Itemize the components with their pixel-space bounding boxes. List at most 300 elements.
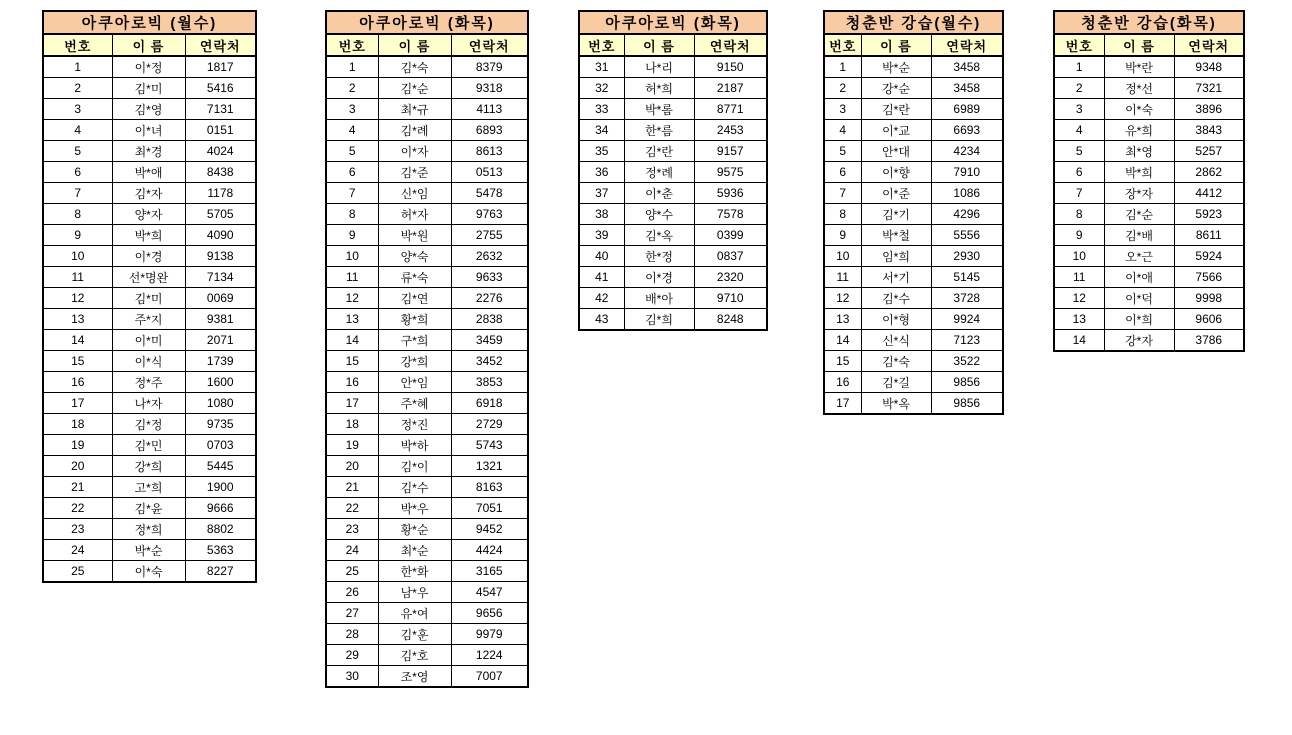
cell-contact: 7007 — [451, 666, 528, 688]
cell-contact: 3522 — [931, 351, 1003, 372]
cell-name: 이*춘 — [624, 183, 694, 204]
table-row — [824, 372, 1003, 393]
table-row — [579, 204, 767, 225]
cell-name: 최*경 — [112, 141, 185, 162]
cell-number: 5 — [326, 141, 378, 162]
table-row — [326, 561, 528, 582]
cell-contact: 5705 — [185, 204, 256, 225]
cell-number: 41 — [579, 267, 624, 288]
cell-number: 14 — [326, 330, 378, 351]
table-row — [824, 267, 1003, 288]
cell-name: 정*희 — [112, 519, 185, 540]
col-header-number: 번호 — [326, 34, 378, 56]
cell-number: 16 — [326, 372, 378, 393]
table-row — [43, 267, 256, 288]
col-header-name: 이 름 — [378, 34, 451, 56]
cell-name: 고*희 — [112, 477, 185, 498]
cell-name: 박*하 — [378, 435, 451, 456]
cell-name: 선*명완 — [112, 267, 185, 288]
cell-contact: 5556 — [931, 225, 1003, 246]
table-title: 아쿠아로빅 (화목) — [326, 11, 528, 34]
column-header-row — [824, 34, 1003, 56]
table-row — [326, 540, 528, 561]
cell-name: 이*형 — [861, 309, 931, 330]
cell-number: 1 — [43, 56, 112, 78]
cell-name: 이*향 — [861, 162, 931, 183]
table-row — [326, 456, 528, 477]
cell-number: 39 — [579, 225, 624, 246]
cell-number: 23 — [326, 519, 378, 540]
col-header-contact: 연락처 — [185, 34, 256, 56]
cell-contact: 2320 — [694, 267, 767, 288]
cell-contact: 6989 — [931, 99, 1003, 120]
cell-number: 34 — [579, 120, 624, 141]
cell-name: 김*준 — [378, 162, 451, 183]
cell-name: 김*옥 — [624, 225, 694, 246]
cell-name: 황*순 — [378, 519, 451, 540]
table-row — [43, 56, 256, 78]
cell-name: 김*자 — [112, 183, 185, 204]
roster-table — [823, 10, 1004, 415]
cell-name: 김*미 — [112, 288, 185, 309]
cell-contact: 9710 — [694, 288, 767, 309]
cell-number: 1 — [1054, 56, 1104, 78]
table-row — [1054, 99, 1244, 120]
cell-contact: 3452 — [451, 351, 528, 372]
cell-name: 류*숙 — [378, 267, 451, 288]
table-row — [1054, 120, 1244, 141]
cell-contact: 9998 — [1174, 288, 1244, 309]
table-row — [326, 393, 528, 414]
cell-number: 7 — [326, 183, 378, 204]
cell-name: 신*식 — [861, 330, 931, 351]
table-row — [43, 204, 256, 225]
cell-contact: 7321 — [1174, 78, 1244, 99]
col-header-name: 이 름 — [624, 34, 694, 56]
cell-name: 강*희 — [378, 351, 451, 372]
cell-contact: 7134 — [185, 267, 256, 288]
table-row — [43, 561, 256, 583]
table-row — [326, 624, 528, 645]
table-row — [43, 372, 256, 393]
cell-contact: 2838 — [451, 309, 528, 330]
cell-name: 이*애 — [1104, 267, 1174, 288]
cell-contact: 1321 — [451, 456, 528, 477]
cell-number: 11 — [1054, 267, 1104, 288]
cell-contact: 3165 — [451, 561, 528, 582]
cell-name: 김*수 — [861, 288, 931, 309]
table-row — [824, 309, 1003, 330]
table-row — [824, 246, 1003, 267]
col-header-contact: 연락처 — [694, 34, 767, 56]
cell-name: 김*란 — [861, 99, 931, 120]
col-header-contact: 연락처 — [451, 34, 528, 56]
cell-contact: 7131 — [185, 99, 256, 120]
table-row — [326, 603, 528, 624]
cell-name: 이*경 — [624, 267, 694, 288]
table-row — [1054, 183, 1244, 204]
cell-number: 8 — [43, 204, 112, 225]
cell-number: 8 — [326, 204, 378, 225]
cell-number: 25 — [43, 561, 112, 583]
table-row — [326, 372, 528, 393]
table-row — [824, 78, 1003, 99]
table-row — [579, 267, 767, 288]
table-row — [43, 477, 256, 498]
cell-name: 서*기 — [861, 267, 931, 288]
cell-contact: 4296 — [931, 204, 1003, 225]
table-row — [1054, 78, 1244, 99]
table-row — [43, 519, 256, 540]
cell-contact: 3843 — [1174, 120, 1244, 141]
cell-name: 김*이 — [378, 456, 451, 477]
column-header-row — [579, 34, 767, 56]
table-row — [326, 78, 528, 99]
cell-number: 23 — [43, 519, 112, 540]
cell-contact: 8802 — [185, 519, 256, 540]
cell-name: 오*근 — [1104, 246, 1174, 267]
cell-name: 박*란 — [1104, 56, 1174, 78]
cell-number: 6 — [43, 162, 112, 183]
cell-contact: 9318 — [451, 78, 528, 99]
cell-contact: 0703 — [185, 435, 256, 456]
cell-number: 8 — [824, 204, 861, 225]
cell-contact: 4090 — [185, 225, 256, 246]
cell-name: 강*순 — [861, 78, 931, 99]
cell-contact: 2453 — [694, 120, 767, 141]
cell-number: 11 — [326, 267, 378, 288]
cell-name: 이*덕 — [1104, 288, 1174, 309]
cell-name: 박*순 — [861, 56, 931, 78]
cell-number: 5 — [43, 141, 112, 162]
cell-name: 김*례 — [378, 120, 451, 141]
table-row — [326, 162, 528, 183]
cell-contact: 5363 — [185, 540, 256, 561]
table-row — [824, 330, 1003, 351]
cell-contact: 1600 — [185, 372, 256, 393]
cell-name: 이*준 — [861, 183, 931, 204]
cell-number: 4 — [326, 120, 378, 141]
cell-name: 김*숙 — [378, 56, 451, 78]
cell-number: 37 — [579, 183, 624, 204]
table-row — [326, 183, 528, 204]
cell-number: 1 — [824, 56, 861, 78]
cell-number: 30 — [326, 666, 378, 688]
cell-number: 40 — [579, 246, 624, 267]
cell-number: 13 — [43, 309, 112, 330]
table-row — [1054, 162, 1244, 183]
cell-number: 1 — [326, 56, 378, 78]
cell-name: 정*주 — [112, 372, 185, 393]
table-row — [579, 78, 767, 99]
cell-name: 박*롬 — [624, 99, 694, 120]
cell-contact: 9381 — [185, 309, 256, 330]
cell-number: 24 — [326, 540, 378, 561]
roster-table — [1053, 10, 1245, 352]
cell-number: 9 — [1054, 225, 1104, 246]
table-row — [43, 246, 256, 267]
cell-name: 황*희 — [378, 309, 451, 330]
cell-contact: 4234 — [931, 141, 1003, 162]
cell-number: 7 — [43, 183, 112, 204]
cell-contact: 7051 — [451, 498, 528, 519]
table-row — [579, 225, 767, 246]
cell-number: 29 — [326, 645, 378, 666]
table-row — [43, 540, 256, 561]
cell-number: 35 — [579, 141, 624, 162]
cell-contact: 4424 — [451, 540, 528, 561]
cell-number: 13 — [1054, 309, 1104, 330]
cell-contact: 3459 — [451, 330, 528, 351]
cell-number: 6 — [326, 162, 378, 183]
table-row — [824, 204, 1003, 225]
cell-name: 박*우 — [378, 498, 451, 519]
roster-table — [578, 10, 768, 331]
table-row — [326, 477, 528, 498]
cell-number: 32 — [579, 78, 624, 99]
cell-number: 16 — [824, 372, 861, 393]
table-row — [824, 225, 1003, 246]
table-row — [326, 120, 528, 141]
table-row — [579, 288, 767, 309]
cell-number: 25 — [326, 561, 378, 582]
cell-number: 2 — [824, 78, 861, 99]
cell-number: 7 — [824, 183, 861, 204]
cell-name: 허*희 — [624, 78, 694, 99]
cell-number: 8 — [1054, 204, 1104, 225]
col-header-name: 이 름 — [1104, 34, 1174, 56]
table-row — [1054, 56, 1244, 78]
col-header-number: 번호 — [1054, 34, 1104, 56]
table-row — [1054, 330, 1244, 352]
cell-contact: 5257 — [1174, 141, 1244, 162]
table-row — [326, 204, 528, 225]
col-header-number: 번호 — [43, 34, 112, 56]
cell-name: 박*옥 — [861, 393, 931, 415]
table-row — [579, 56, 767, 78]
cell-number: 20 — [43, 456, 112, 477]
cell-name: 김*훈 — [378, 624, 451, 645]
table-row — [43, 393, 256, 414]
cell-number: 14 — [1054, 330, 1104, 352]
cell-name: 김*길 — [861, 372, 931, 393]
cell-name: 이*자 — [378, 141, 451, 162]
cell-name: 이*희 — [1104, 309, 1174, 330]
cell-contact: 0837 — [694, 246, 767, 267]
table-title: 청춘반 강습(화목) — [1054, 11, 1244, 34]
table-title-row — [326, 11, 528, 34]
table-row — [824, 56, 1003, 78]
cell-number: 13 — [824, 309, 861, 330]
cell-contact: 9856 — [931, 372, 1003, 393]
table-title: 아쿠아로빅 (화목) — [579, 11, 767, 34]
table-row — [43, 141, 256, 162]
cell-name: 강*자 — [1104, 330, 1174, 352]
cell-number: 38 — [579, 204, 624, 225]
cell-name: 박*순 — [112, 540, 185, 561]
cell-number: 12 — [1054, 288, 1104, 309]
cell-name: 안*임 — [378, 372, 451, 393]
cell-contact: 4412 — [1174, 183, 1244, 204]
cell-contact: 6893 — [451, 120, 528, 141]
cell-number: 18 — [326, 414, 378, 435]
cell-contact: 7910 — [931, 162, 1003, 183]
cell-contact: 7566 — [1174, 267, 1244, 288]
cell-number: 9 — [824, 225, 861, 246]
table-title: 청춘반 강습(월수) — [824, 11, 1003, 34]
cell-number: 33 — [579, 99, 624, 120]
cell-contact: 4024 — [185, 141, 256, 162]
col-header-contact: 연락처 — [1174, 34, 1244, 56]
cell-contact: 3786 — [1174, 330, 1244, 352]
cell-contact: 9157 — [694, 141, 767, 162]
cell-number: 3 — [326, 99, 378, 120]
table-row — [326, 582, 528, 603]
cell-contact: 4113 — [451, 99, 528, 120]
column-header-row — [1054, 34, 1244, 56]
cell-name: 신*임 — [378, 183, 451, 204]
cell-name: 정*진 — [378, 414, 451, 435]
cell-name: 안*대 — [861, 141, 931, 162]
cell-number: 15 — [326, 351, 378, 372]
cell-name: 김*영 — [112, 99, 185, 120]
cell-name: 이*경 — [112, 246, 185, 267]
table-row — [43, 225, 256, 246]
table-row — [43, 498, 256, 519]
table-row — [326, 498, 528, 519]
cell-name: 주*지 — [112, 309, 185, 330]
column-header-row — [326, 34, 528, 56]
cell-number: 14 — [824, 330, 861, 351]
cell-contact: 0399 — [694, 225, 767, 246]
cell-name: 박*원 — [378, 225, 451, 246]
cell-number: 17 — [824, 393, 861, 415]
cell-name: 양*수 — [624, 204, 694, 225]
cell-name: 박*희 — [112, 225, 185, 246]
cell-name: 최*영 — [1104, 141, 1174, 162]
cell-name: 임*희 — [861, 246, 931, 267]
table-row — [1054, 141, 1244, 162]
cell-contact: 5924 — [1174, 246, 1244, 267]
cell-name: 나*리 — [624, 56, 694, 78]
cell-contact: 3896 — [1174, 99, 1244, 120]
cell-number: 11 — [43, 267, 112, 288]
cell-contact: 9735 — [185, 414, 256, 435]
cell-contact: 5416 — [185, 78, 256, 99]
cell-number: 2 — [1054, 78, 1104, 99]
table-row — [326, 288, 528, 309]
cell-number: 26 — [326, 582, 378, 603]
cell-number: 12 — [824, 288, 861, 309]
table-row — [326, 645, 528, 666]
cell-contact: 9656 — [451, 603, 528, 624]
cell-number: 17 — [326, 393, 378, 414]
cell-name: 한*화 — [378, 561, 451, 582]
table-row — [326, 99, 528, 120]
roster-table — [325, 10, 529, 688]
table-row — [579, 183, 767, 204]
table-row — [824, 99, 1003, 120]
cell-name: 양*숙 — [378, 246, 451, 267]
cell-number: 27 — [326, 603, 378, 624]
cell-name: 장*자 — [1104, 183, 1174, 204]
cell-name: 김*숙 — [861, 351, 931, 372]
cell-contact: 3728 — [931, 288, 1003, 309]
cell-number: 3 — [824, 99, 861, 120]
cell-number: 9 — [43, 225, 112, 246]
cell-contact: 5445 — [185, 456, 256, 477]
cell-contact: 3853 — [451, 372, 528, 393]
cell-name: 배*아 — [624, 288, 694, 309]
table-row — [824, 351, 1003, 372]
cell-number: 28 — [326, 624, 378, 645]
cell-name: 남*우 — [378, 582, 451, 603]
cell-name: 김*수 — [378, 477, 451, 498]
cell-contact: 2276 — [451, 288, 528, 309]
cell-number: 16 — [43, 372, 112, 393]
table-row — [579, 162, 767, 183]
cell-name: 김*연 — [378, 288, 451, 309]
table-row — [326, 351, 528, 372]
cell-number: 22 — [326, 498, 378, 519]
cell-number: 4 — [1054, 120, 1104, 141]
cell-number: 42 — [579, 288, 624, 309]
cell-name: 김*미 — [112, 78, 185, 99]
cell-contact: 2862 — [1174, 162, 1244, 183]
cell-name: 김*희 — [624, 309, 694, 331]
table-row — [579, 120, 767, 141]
table-row — [326, 309, 528, 330]
cell-contact: 5743 — [451, 435, 528, 456]
roster-table — [42, 10, 257, 583]
col-header-name: 이 름 — [861, 34, 931, 56]
cell-name: 강*희 — [112, 456, 185, 477]
cell-contact: 6693 — [931, 120, 1003, 141]
cell-number: 11 — [824, 267, 861, 288]
table-row — [824, 120, 1003, 141]
cell-name: 김*순 — [1104, 204, 1174, 225]
cell-name: 이*교 — [861, 120, 931, 141]
cell-name: 김*정 — [112, 414, 185, 435]
cell-contact: 8438 — [185, 162, 256, 183]
cell-name: 허*자 — [378, 204, 451, 225]
table-row — [326, 435, 528, 456]
cell-number: 18 — [43, 414, 112, 435]
cell-number: 24 — [43, 540, 112, 561]
cell-number: 19 — [43, 435, 112, 456]
table-title-row — [1054, 11, 1244, 34]
table-row — [43, 120, 256, 141]
cell-contact: 8613 — [451, 141, 528, 162]
cell-name: 한*정 — [624, 246, 694, 267]
table-row — [579, 141, 767, 162]
cell-name: 김*기 — [861, 204, 931, 225]
col-header-number: 번호 — [579, 34, 624, 56]
cell-number: 12 — [326, 288, 378, 309]
cell-number: 31 — [579, 56, 624, 78]
cell-name: 최*규 — [378, 99, 451, 120]
cell-number: 14 — [43, 330, 112, 351]
table-row — [579, 309, 767, 331]
cell-number: 6 — [1054, 162, 1104, 183]
cell-number: 10 — [43, 246, 112, 267]
cell-contact: 0513 — [451, 162, 528, 183]
cell-name: 정*례 — [624, 162, 694, 183]
table-title-row — [43, 11, 256, 34]
table-row — [43, 183, 256, 204]
cell-contact: 7123 — [931, 330, 1003, 351]
cell-number: 20 — [326, 456, 378, 477]
